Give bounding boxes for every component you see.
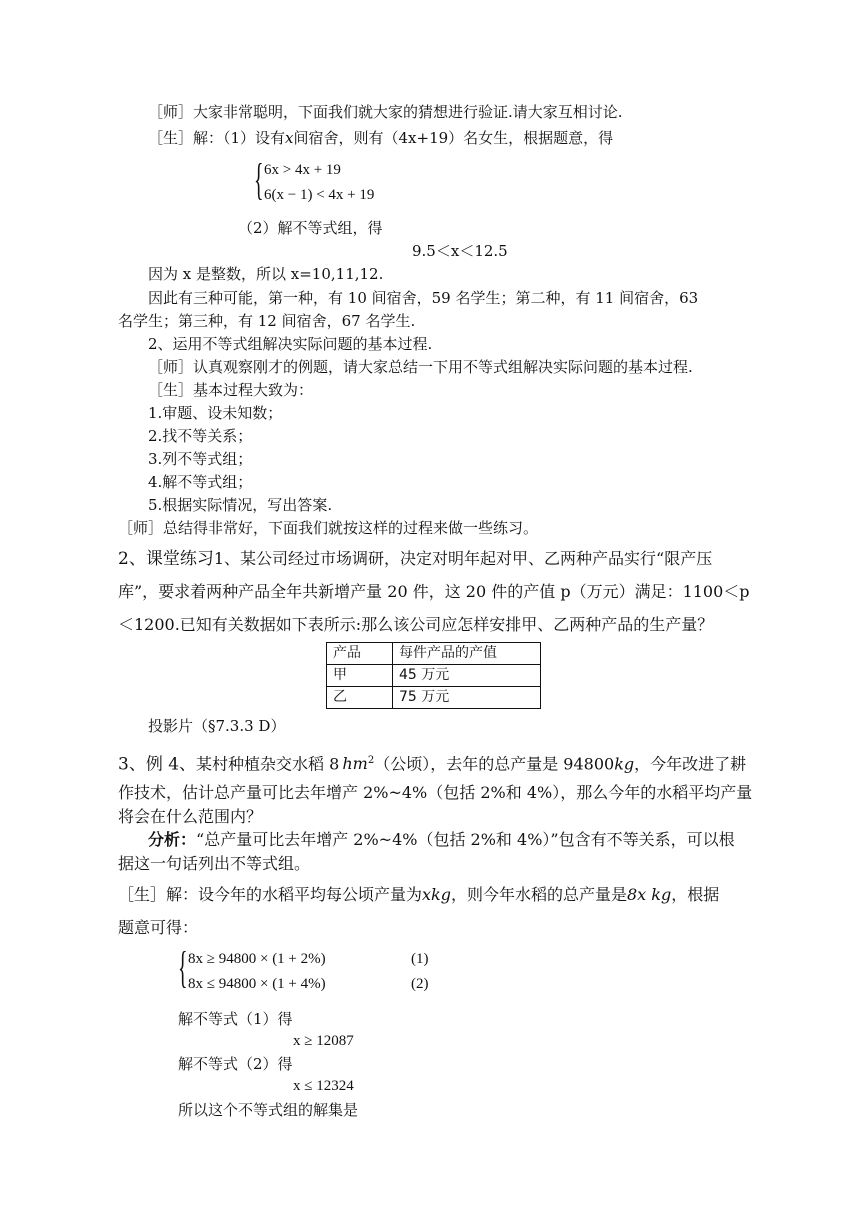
result-2: x ≤ 12324 (293, 1078, 354, 1094)
table-cell: 75 万元 (393, 687, 541, 709)
unit-sup: 2 (367, 755, 375, 766)
system1-eq2: 6(x − 1) < 4x + 19 (264, 187, 375, 203)
slide-reference: 投影片（§7.3.3 D） (148, 717, 286, 735)
unit-kg: kg (614, 754, 635, 774)
teacher-line-1: ［师］大家非常聪明，下面我们就大家的猜想进行验证.请大家互相讨论. (148, 103, 623, 121)
step-1: 1.审题、设未知数； (148, 404, 283, 422)
system2-eq1-tag: (1) (411, 951, 429, 967)
solution-line-2: 题意可得： (118, 918, 199, 937)
solution-line-1 (118, 884, 719, 906)
table-cell: 乙 (327, 687, 393, 709)
step-4: 4.解不等式组； (148, 473, 253, 491)
text: ［生］解：设今年的水稻平均每公顷产量为 (118, 885, 423, 904)
exercise-2-heading: 2、课堂练习 (118, 549, 214, 569)
three-cases-2: 名学生；第三种，有 12 间宿舍，67 名学生. (118, 312, 416, 330)
table-row (327, 687, 541, 709)
table-header-row (327, 643, 541, 665)
example-4-line-2: 作技术，估计总产量可比去年增产 2%~4%（包括 2%和 4%），那么今年的水稻平均产量 (118, 783, 753, 802)
exercise-2-line-1 (118, 548, 712, 570)
var-x: x (285, 129, 294, 147)
step-3: 3.列不等式组； (148, 450, 253, 468)
system1-eq1: 6x > 4x + 19 (264, 162, 341, 178)
text: 某村种植杂交水稻 8 (196, 754, 340, 774)
table-row (327, 665, 541, 687)
analysis-line-2: 据这一句话列出不等式组。 (118, 854, 311, 873)
student-line-2: ［生］基本过程大致为： (148, 381, 314, 399)
table-header-cell: 每件产品的产值 (393, 643, 541, 665)
step-2: 2.找不等关系； (148, 427, 253, 445)
table-header-cell: 产品 (327, 643, 393, 665)
table-cell: 45 万元 (393, 665, 541, 687)
teacher-line-3: ［师］总结得非常好，下面我们就按这样的过程来做一些练习。 (118, 519, 539, 537)
system2-eq1: 8x ≥ 94800 × (1 + 2%) (188, 951, 326, 967)
solution-set-line: 所以这个不等式组的解集是 (178, 1101, 359, 1119)
text: “总产量可比去年增产 2%~4%（包括 2%和 4%）”包含有不等关系，可以根 (196, 830, 735, 849)
exercise-2-line-2: 库”，要求着两种产品全年共新增产量 20 件，这 20 件的产值 p（万元）满足：1100＜p (118, 582, 750, 601)
unit-hm: hm (342, 754, 368, 774)
example-4-line-3: 将会在什么范围内？ (118, 807, 263, 826)
integer-line: 因为 x 是整数，所以 x=10,11,12. (148, 265, 384, 283)
solve-step: （2）解不等式组，得 (238, 219, 383, 237)
system2-eq2-tag: (2) (411, 976, 429, 992)
table-cell: 甲 (327, 665, 393, 687)
var-xkg: xkg (422, 885, 451, 904)
brace-2: { (178, 943, 188, 992)
analysis-heading: 分析： (148, 830, 197, 849)
three-cases-1: 因此有三种可能，第一种，有 10 间宿舍，59 名学生；第二种，有 11 间宿舍，63 (148, 289, 699, 307)
text: 间宿舍，则有（4x+19）名女生，根据题意，得 (293, 129, 614, 147)
text: ，根据 (671, 885, 720, 904)
process-heading: 2、运用不等式组解决实际问题的基本过程. (148, 335, 433, 353)
analysis-line-1 (148, 829, 735, 851)
product-table (326, 642, 541, 709)
solution-range: 9.5＜x＜12.5 (412, 242, 508, 260)
teacher-line-2: ［师］认真观察刚才的例题，请大家总结一下用不等式组解决实际问题的基本过程. (148, 358, 693, 376)
system2-eq2: 8x ≤ 94800 × (1 + 4%) (188, 976, 326, 992)
example-4-heading: 3、例 4、 (118, 754, 197, 775)
var-8xkg: 8x kg (627, 885, 672, 904)
text: ，今年改进了耕 (634, 754, 747, 774)
example-4-line-1 (118, 750, 746, 775)
text: ［生］解：（1）设有 (148, 129, 286, 147)
text: （公顷），去年的总产量是 94800 (374, 754, 615, 774)
exercise-2-line-3: ＜1200.已知有关数据如下表所示:那么该公司应怎样安排甲、乙两种产品的生产量？ (118, 615, 714, 634)
brace-1: { (254, 155, 264, 204)
student-solution-line (148, 128, 613, 148)
result-1: x ≥ 12087 (293, 1033, 354, 1049)
solve-ineq-2: 解不等式（2）得 (178, 1055, 293, 1073)
step-5: 5.根据实际情况，写出答案. (148, 496, 333, 514)
text: 1、某公司经过市场调研，决定对明年起对甲、乙两种产品实行“限产压 (213, 549, 713, 568)
solve-ineq-1: 解不等式（1）得 (178, 1010, 293, 1028)
text: ，则今年水稻的总产量是 (450, 885, 627, 904)
